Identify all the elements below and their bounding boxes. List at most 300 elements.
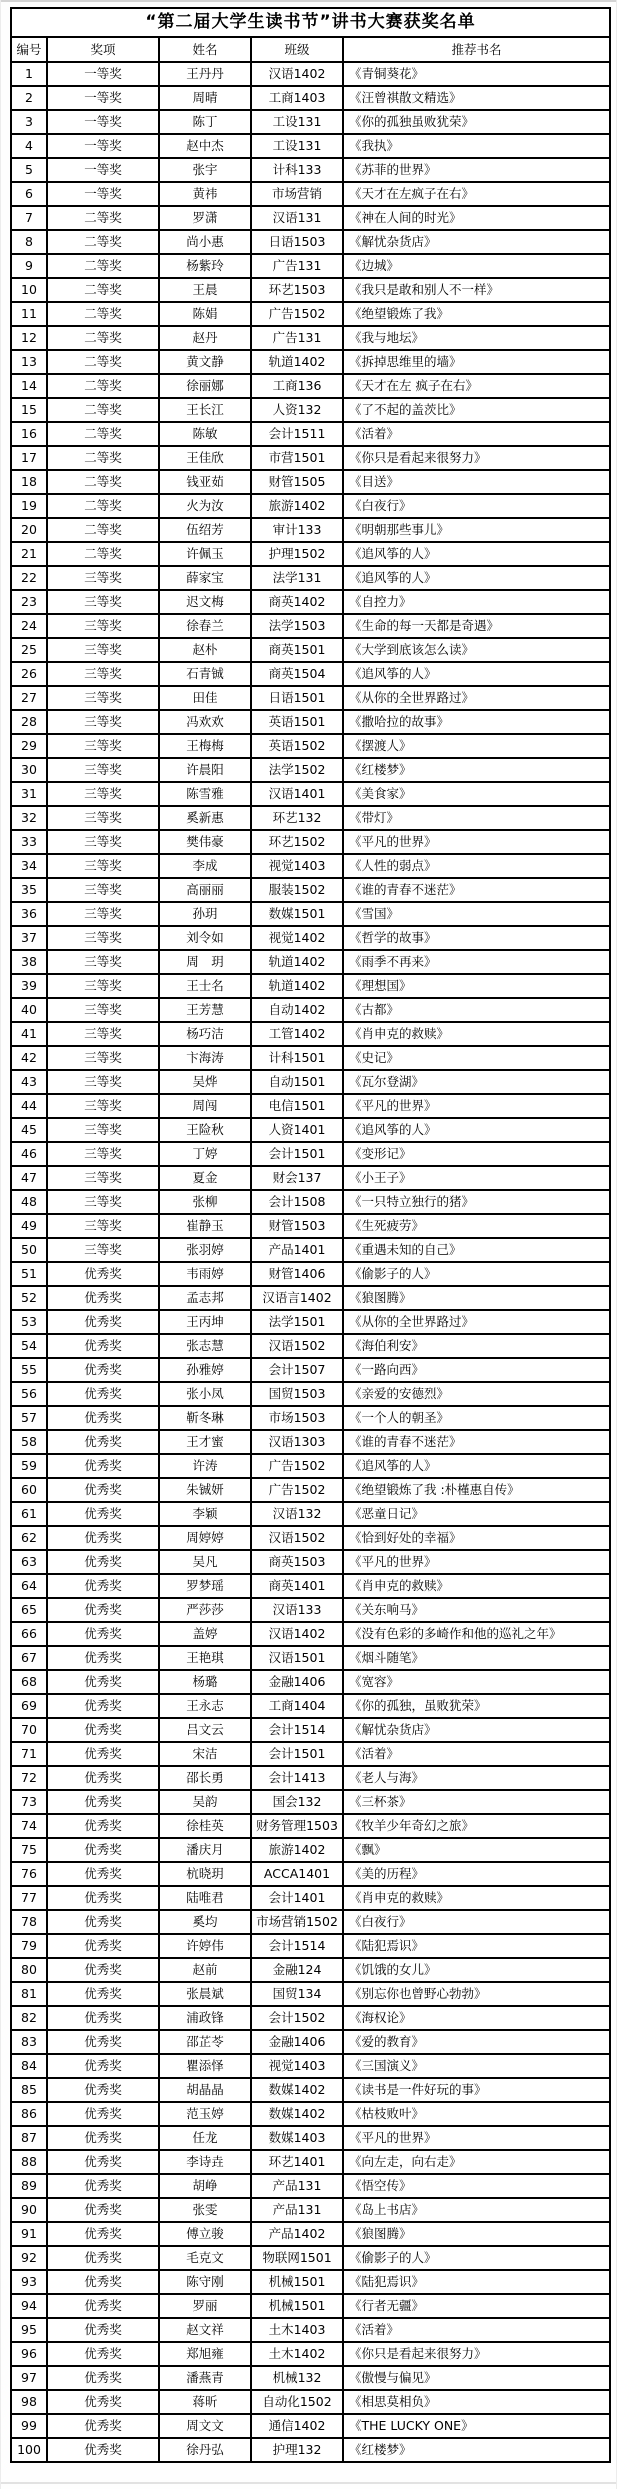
- cell-book: 《小王子》: [343, 1166, 610, 1190]
- cell-class: 会计1501: [251, 1142, 343, 1166]
- page-bottom-edge: [1, 2482, 616, 2484]
- cell-name: 许佩玉: [159, 542, 251, 566]
- cell-book: 《大学到底该怎么读》: [343, 638, 610, 662]
- cell-book: 《牧羊少年奇幻之旅》: [343, 1814, 610, 1838]
- cell-book: 《恶童日记》: [343, 1502, 610, 1526]
- cell-award: 二等奖: [47, 206, 159, 230]
- cell-award: 三等奖: [47, 902, 159, 926]
- cell-class: 视觉1403: [251, 2054, 343, 2078]
- cell-name: 高丽丽: [159, 878, 251, 902]
- cell-class: 市营1501: [251, 446, 343, 470]
- cell-name: 潘庆月: [159, 1838, 251, 1862]
- cell-name: 徐春兰: [159, 614, 251, 638]
- cell-name: 毛克文: [159, 2246, 251, 2270]
- cell-class: 电信1501: [251, 1094, 343, 1118]
- cell-class: 自动化1502: [251, 2390, 343, 2414]
- column-header-award: 奖项: [47, 37, 159, 62]
- cell-name: 胡峥: [159, 2174, 251, 2198]
- table-row: [11, 758, 610, 782]
- table-row: [11, 1406, 610, 1430]
- cell-id: 58: [11, 1430, 47, 1454]
- cell-id: 53: [11, 1310, 47, 1334]
- cell-id: 100: [11, 2438, 47, 2462]
- cell-award: 优秀奖: [47, 1934, 159, 1958]
- cell-award: 三等奖: [47, 566, 159, 590]
- cell-award: 二等奖: [47, 374, 159, 398]
- cell-award: 优秀奖: [47, 1766, 159, 1790]
- table-row: [11, 902, 610, 926]
- cell-id: 55: [11, 1358, 47, 1382]
- cell-book: 《活着》: [343, 422, 610, 446]
- cell-id: 82: [11, 2006, 47, 2030]
- table-row: [11, 1598, 610, 1622]
- cell-book: 《偷影子的人》: [343, 2246, 610, 2270]
- cell-award: 优秀奖: [47, 2126, 159, 2150]
- cell-name: 瞿添怿: [159, 2054, 251, 2078]
- cell-name: 张小凤: [159, 1382, 251, 1406]
- cell-award: 优秀奖: [47, 2078, 159, 2102]
- table-row: [11, 134, 610, 158]
- table-row: [11, 1358, 610, 1382]
- column-header-class: 班级: [251, 37, 343, 62]
- cell-class: 数媒1501: [251, 902, 343, 926]
- table-row: [11, 782, 610, 806]
- cell-class: 汉语1402: [251, 1622, 343, 1646]
- table-row: [11, 1838, 610, 1862]
- cell-name: 夏金: [159, 1166, 251, 1190]
- cell-class: 汉语1303: [251, 1430, 343, 1454]
- table-row: [11, 614, 610, 638]
- cell-id: 33: [11, 830, 47, 854]
- cell-book: 《天才在左 疯子在右》: [343, 374, 610, 398]
- table-row: [11, 1214, 610, 1238]
- cell-name: 陆唯君: [159, 1886, 251, 1910]
- cell-award: 优秀奖: [47, 2294, 159, 2318]
- cell-name: 王丹丹: [159, 62, 251, 86]
- cell-class: 轨道1402: [251, 974, 343, 998]
- table-row: [11, 1814, 610, 1838]
- cell-id: 7: [11, 206, 47, 230]
- cell-id: 19: [11, 494, 47, 518]
- cell-class: 视觉1402: [251, 926, 343, 950]
- cell-id: 50: [11, 1238, 47, 1262]
- cell-name: 杨紫玲: [159, 254, 251, 278]
- cell-id: 44: [11, 1094, 47, 1118]
- cell-class: 汉语1502: [251, 1334, 343, 1358]
- cell-book: 《平凡的世界》: [343, 1550, 610, 1574]
- cell-book: 《追风筝的人》: [343, 1118, 610, 1142]
- cell-class: 汉语131: [251, 206, 343, 230]
- cell-id: 13: [11, 350, 47, 374]
- cell-name: 奚均: [159, 1910, 251, 1934]
- cell-class: 法学1502: [251, 758, 343, 782]
- cell-name: 王士名: [159, 974, 251, 998]
- cell-id: 39: [11, 974, 47, 998]
- cell-name: 罗丽: [159, 2294, 251, 2318]
- cell-class: 广告1502: [251, 1454, 343, 1478]
- cell-id: 43: [11, 1070, 47, 1094]
- cell-id: 11: [11, 302, 47, 326]
- table-row: [11, 86, 610, 110]
- cell-class: 产品131: [251, 2174, 343, 2198]
- cell-name: 赵丹: [159, 326, 251, 350]
- cell-id: 12: [11, 326, 47, 350]
- cell-name: 孙玥: [159, 902, 251, 926]
- cell-name: 卞海涛: [159, 1046, 251, 1070]
- table-row: [11, 854, 610, 878]
- cell-class: 国贸134: [251, 1982, 343, 2006]
- cell-id: 69: [11, 1694, 47, 1718]
- cell-class: 国贸1503: [251, 1382, 343, 1406]
- cell-class: 通信1402: [251, 2414, 343, 2438]
- cell-book: 《陆犯焉识》: [343, 2270, 610, 2294]
- cell-award: 优秀奖: [47, 1430, 159, 1454]
- table-row: [11, 1454, 610, 1478]
- cell-book: 《一路向西》: [343, 1358, 610, 1382]
- cell-name: 钱亚茹: [159, 470, 251, 494]
- cell-class: 工设131: [251, 110, 343, 134]
- cell-name: 冯欢欢: [159, 710, 251, 734]
- cell-book: 《重遇未知的自己》: [343, 1238, 610, 1262]
- cell-class: 法学1503: [251, 614, 343, 638]
- table-row: [11, 806, 610, 830]
- cell-id: 59: [11, 1454, 47, 1478]
- cell-award: 一等奖: [47, 62, 159, 86]
- cell-name: 吕文云: [159, 1718, 251, 1742]
- cell-award: 二等奖: [47, 278, 159, 302]
- cell-award: 三等奖: [47, 854, 159, 878]
- table-row: [11, 734, 610, 758]
- cell-class: 产品1402: [251, 2222, 343, 2246]
- cell-class: 工商136: [251, 374, 343, 398]
- cell-award: 优秀奖: [47, 2174, 159, 2198]
- cell-book: 《理想国》: [343, 974, 610, 998]
- cell-id: 32: [11, 806, 47, 830]
- cell-award: 二等奖: [47, 398, 159, 422]
- table-row: [11, 1238, 610, 1262]
- cell-book: 《追风筝的人》: [343, 1454, 610, 1478]
- cell-award: 二等奖: [47, 542, 159, 566]
- cell-name: 王芳慧: [159, 998, 251, 1022]
- cell-book: 《绝望锻炼了我 :朴槿惠自传》: [343, 1478, 610, 1502]
- cell-book: 《白夜行》: [343, 1910, 610, 1934]
- cell-class: 财管1406: [251, 1262, 343, 1286]
- cell-book: 《饥饿的女儿》: [343, 1958, 610, 1982]
- cell-award: 优秀奖: [47, 1382, 159, 1406]
- cell-book: 《肖申克的救赎》: [343, 1574, 610, 1598]
- cell-book: 《生命的每一天都是奇遇》: [343, 614, 610, 638]
- table-row: [11, 2126, 610, 2150]
- cell-book: 《陆犯焉识》: [343, 1934, 610, 1958]
- table-row: [11, 686, 610, 710]
- column-header-book: 推荐书名: [343, 37, 610, 62]
- cell-name: 王艳琪: [159, 1646, 251, 1670]
- cell-book: 《岛上书店》: [343, 2198, 610, 2222]
- cell-book: 《肖申克的救赎》: [343, 1022, 610, 1046]
- cell-award: 三等奖: [47, 662, 159, 686]
- cell-name: 浦政锋: [159, 2006, 251, 2030]
- cell-book: 《三杯茶》: [343, 1790, 610, 1814]
- cell-class: 财管1503: [251, 1214, 343, 1238]
- cell-award: 优秀奖: [47, 2222, 159, 2246]
- cell-id: 26: [11, 662, 47, 686]
- cell-name: 王永志: [159, 1694, 251, 1718]
- cell-class: 工管1402: [251, 1022, 343, 1046]
- table-row: [11, 1022, 610, 1046]
- table-row: [11, 542, 610, 566]
- cell-id: 99: [11, 2414, 47, 2438]
- cell-class: 市场营销1502: [251, 1910, 343, 1934]
- cell-class: 市场1503: [251, 1406, 343, 1430]
- cell-class: 商英1402: [251, 590, 343, 614]
- cell-book: 《美的历程》: [343, 1862, 610, 1886]
- table-row: [11, 2294, 610, 2318]
- cell-award: 三等奖: [47, 782, 159, 806]
- cell-name: 徐丹弘: [159, 2438, 251, 2462]
- table-row: [11, 1742, 610, 1766]
- cell-id: 56: [11, 1382, 47, 1406]
- cell-id: 14: [11, 374, 47, 398]
- cell-book: 《平凡的世界》: [343, 2126, 610, 2150]
- cell-name: 吴凡: [159, 1550, 251, 1574]
- table-row: [11, 830, 610, 854]
- table-row: [11, 1790, 610, 1814]
- cell-book: 《平凡的世界》: [343, 830, 610, 854]
- cell-name: 许涛: [159, 1454, 251, 1478]
- cell-book: 《关东响马》: [343, 1598, 610, 1622]
- cell-id: 27: [11, 686, 47, 710]
- cell-id: 18: [11, 470, 47, 494]
- cell-class: 汉语1502: [251, 1526, 343, 1550]
- cell-name: 周文文: [159, 2414, 251, 2438]
- header-row: [11, 37, 610, 62]
- cell-id: 84: [11, 2054, 47, 2078]
- cell-name: 火为汝: [159, 494, 251, 518]
- cell-book: 《飘》: [343, 1838, 610, 1862]
- column-header-id: 编号: [11, 37, 47, 62]
- cell-award: 二等奖: [47, 422, 159, 446]
- cell-name: 黄文静: [159, 350, 251, 374]
- cell-award: 二等奖: [47, 302, 159, 326]
- cell-class: 人资1401: [251, 1118, 343, 1142]
- table-row: [11, 2366, 610, 2390]
- cell-award: 优秀奖: [47, 1718, 159, 1742]
- table-row: [11, 1646, 610, 1670]
- cell-name: 傅立骏: [159, 2222, 251, 2246]
- cell-class: 人资132: [251, 398, 343, 422]
- table-row: [11, 110, 610, 134]
- cell-id: 5: [11, 158, 47, 182]
- cell-id: 71: [11, 1742, 47, 1766]
- cell-id: 68: [11, 1670, 47, 1694]
- cell-name: 李成: [159, 854, 251, 878]
- cell-id: 85: [11, 2078, 47, 2102]
- cell-book: 《我只是敢和别人不一样》: [343, 278, 610, 302]
- cell-book: 《瓦尔登湖》: [343, 1070, 610, 1094]
- cell-book: 《解忧杂货店》: [343, 230, 610, 254]
- cell-id: 64: [11, 1574, 47, 1598]
- cell-id: 83: [11, 2030, 47, 2054]
- cell-class: 计科133: [251, 158, 343, 182]
- cell-id: 17: [11, 446, 47, 470]
- cell-award: 三等奖: [47, 878, 159, 902]
- cell-class: 汉语1501: [251, 1646, 343, 1670]
- cell-class: 工商1403: [251, 86, 343, 110]
- table-row: [11, 2342, 610, 2366]
- cell-award: 优秀奖: [47, 2102, 159, 2126]
- cell-award: 优秀奖: [47, 1310, 159, 1334]
- cell-award: 优秀奖: [47, 1982, 159, 2006]
- cell-book: 《肖申克的救赎》: [343, 1886, 610, 1910]
- cell-id: 46: [11, 1142, 47, 1166]
- cell-class: 审计133: [251, 518, 343, 542]
- table-row: [11, 710, 610, 734]
- cell-award: 优秀奖: [47, 1502, 159, 1526]
- cell-name: 张晨斌: [159, 1982, 251, 2006]
- table-row: [11, 1094, 610, 1118]
- cell-class: 自动1501: [251, 1070, 343, 1094]
- table-row: [11, 1670, 610, 1694]
- table-row: [11, 590, 610, 614]
- cell-book: 《一只特立独行的猪》: [343, 1190, 610, 1214]
- cell-award: 三等奖: [47, 638, 159, 662]
- cell-book: 《海伯利安》: [343, 1334, 610, 1358]
- cell-award: 优秀奖: [47, 2054, 159, 2078]
- cell-name: 赵前: [159, 1958, 251, 1982]
- cell-book: 《解忧杂货店》: [343, 1718, 610, 1742]
- cell-name: 蒋昕: [159, 2390, 251, 2414]
- cell-class: 机械1501: [251, 2294, 343, 2318]
- cell-award: 优秀奖: [47, 2270, 159, 2294]
- cell-name: 王梅梅: [159, 734, 251, 758]
- cell-book: 《你的孤独，虽败犹荣》: [343, 1694, 610, 1718]
- table-row: [11, 398, 610, 422]
- cell-book: 《追风筝的人》: [343, 542, 610, 566]
- cell-book: 《读书是一件好玩的事》: [343, 2078, 610, 2102]
- page-top-edge: [1, 0, 616, 2]
- cell-award: 优秀奖: [47, 2198, 159, 2222]
- cell-id: 66: [11, 1622, 47, 1646]
- cell-id: 86: [11, 2102, 47, 2126]
- cell-book: 《活着》: [343, 1742, 610, 1766]
- table-row: [11, 1934, 610, 1958]
- table-row: [11, 1622, 610, 1646]
- cell-class: 环艺132: [251, 806, 343, 830]
- cell-class: 日语1501: [251, 686, 343, 710]
- cell-id: 81: [11, 1982, 47, 2006]
- table-row: [11, 2078, 610, 2102]
- cell-id: 1: [11, 62, 47, 86]
- cell-award: 三等奖: [47, 1094, 159, 1118]
- cell-award: 三等奖: [47, 1070, 159, 1094]
- cell-award: 优秀奖: [47, 1910, 159, 1934]
- cell-id: 9: [11, 254, 47, 278]
- cell-award: 优秀奖: [47, 1478, 159, 1502]
- cell-id: 88: [11, 2150, 47, 2174]
- cell-name: 许婷伟: [159, 1934, 251, 1958]
- cell-id: 24: [11, 614, 47, 638]
- cell-name: 郑旭雍: [159, 2342, 251, 2366]
- cell-book: 《枯枝败叶》: [343, 2102, 610, 2126]
- cell-book: 《从你的全世界路过》: [343, 1310, 610, 1334]
- cell-book: 《汪曾祺散文精选》: [343, 86, 610, 110]
- cell-name: 张羽婷: [159, 1238, 251, 1262]
- cell-book: 《没有色彩的多崎作和他的巡礼之年》: [343, 1622, 610, 1646]
- cell-class: 机械1501: [251, 2270, 343, 2294]
- cell-award: 优秀奖: [47, 1454, 159, 1478]
- table-row: [11, 1046, 610, 1070]
- cell-award: 三等奖: [47, 1214, 159, 1238]
- cell-class: 计科1501: [251, 1046, 343, 1070]
- cell-award: 三等奖: [47, 998, 159, 1022]
- cell-book: 《史记》: [343, 1046, 610, 1070]
- cell-award: 优秀奖: [47, 1286, 159, 1310]
- table-row: [11, 374, 610, 398]
- table-row: [11, 2390, 610, 2414]
- cell-class: 广告131: [251, 326, 343, 350]
- cell-class: 环艺1401: [251, 2150, 343, 2174]
- cell-id: 72: [11, 1766, 47, 1790]
- cell-book: 《哲学的故事》: [343, 926, 610, 950]
- table-row: [11, 566, 610, 590]
- cell-book: 《向左走，向右走》: [343, 2150, 610, 2174]
- cell-award: 三等奖: [47, 1190, 159, 1214]
- cell-book: 《狼图腾》: [343, 1286, 610, 1310]
- table-row: [11, 1166, 610, 1190]
- cell-name: 李诗垚: [159, 2150, 251, 2174]
- cell-book: 《自控力》: [343, 590, 610, 614]
- cell-name: 邵芷苓: [159, 2030, 251, 2054]
- cell-award: 一等奖: [47, 86, 159, 110]
- cell-book: 《边城》: [343, 254, 610, 278]
- table-row: [11, 1550, 610, 1574]
- cell-name: 杨璐: [159, 1670, 251, 1694]
- table-row: [11, 326, 610, 350]
- cell-id: 89: [11, 2174, 47, 2198]
- cell-award: 三等奖: [47, 1046, 159, 1070]
- cell-book: 《烟斗随笔》: [343, 1646, 610, 1670]
- table-row: [11, 350, 610, 374]
- cell-award: 三等奖: [47, 1118, 159, 1142]
- cell-class: 金融124: [251, 1958, 343, 1982]
- cell-class: 广告1502: [251, 302, 343, 326]
- cell-class: 英语1502: [251, 734, 343, 758]
- cell-award: 二等奖: [47, 350, 159, 374]
- table-row: [11, 1286, 610, 1310]
- cell-name: 王险秋: [159, 1118, 251, 1142]
- cell-name: 吴韵: [159, 1790, 251, 1814]
- cell-award: 优秀奖: [47, 1262, 159, 1286]
- cell-award: 三等奖: [47, 950, 159, 974]
- cell-name: 吴烨: [159, 1070, 251, 1094]
- cell-name: 张志慧: [159, 1334, 251, 1358]
- cell-id: 6: [11, 182, 47, 206]
- cell-id: 29: [11, 734, 47, 758]
- cell-award: 优秀奖: [47, 1790, 159, 1814]
- table-row: [11, 470, 610, 494]
- cell-id: 90: [11, 2198, 47, 2222]
- table-row: [11, 1910, 610, 1934]
- cell-award: 一等奖: [47, 134, 159, 158]
- cell-id: 52: [11, 1286, 47, 1310]
- cell-award: 优秀奖: [47, 1838, 159, 1862]
- table-row: [11, 1718, 610, 1742]
- cell-award: 优秀奖: [47, 1958, 159, 1982]
- cell-book: 《平凡的世界》: [343, 1094, 610, 1118]
- cell-class: 物联网1501: [251, 2246, 343, 2270]
- cell-name: 陈雪雅: [159, 782, 251, 806]
- cell-award: 优秀奖: [47, 1646, 159, 1670]
